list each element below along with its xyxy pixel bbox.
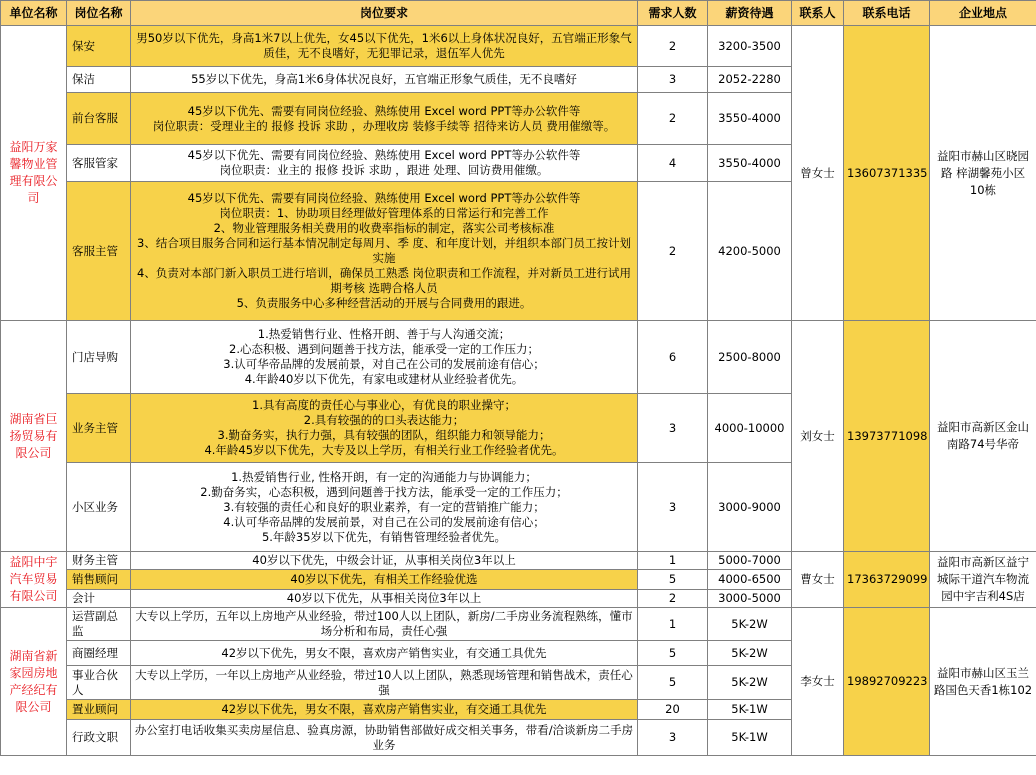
salary: 2500-8000: [708, 321, 792, 394]
requirement-line: 1.具有高度的责任心与事业心，有优良的职业操守；: [252, 398, 516, 412]
position-title: 客服主管: [67, 182, 131, 321]
requirement-line: 5、负责服务中心多种经营活动的开展与合同费用的跟进。: [236, 296, 532, 310]
requirement-line: 45岁以下优先、需要有同岗位经验、熟练使用 Excel word PPT等办公软件等: [187, 191, 581, 205]
salary: 5000-7000: [708, 552, 792, 570]
table-row: [1, 552, 1036, 570]
position-title: 事业合伙人: [67, 666, 131, 700]
requirement-line: 1.热爱销售行业, 性格开朗，有一定的沟通能力与协调能力；: [231, 469, 537, 484]
requirement-line: 男50岁以下优先，身高1米7以上优先，女45以下优先，1米6以上身体状况良好，五官端正形象气质佳，无不良嗜好，无犯罪记录，退伍军人优先: [136, 31, 632, 60]
position-requirements: [131, 666, 638, 700]
requirement-line: 4.年龄45岁以下优先，大专及以上学历，有相关行业工作经验者优先。: [204, 443, 564, 457]
position-title: 业务主管: [67, 394, 131, 463]
company-name: 益阳中宇汽车贸易有限公司: [1, 552, 67, 608]
requirement-line: 3、结合项目服务合同和运行基本情况制定每周月、季 度、和年度计划，并组织本部门员工按计划实施: [137, 236, 631, 265]
headcount: 5: [638, 666, 708, 700]
position-requirements: [131, 463, 638, 552]
requirement-line: 40岁以下优先，有相关工作经验优选: [290, 572, 478, 586]
position-requirements: [131, 720, 638, 756]
requirement-line: 岗位职责：业主的 报修 投诉 求助 ，跟进 处理、回访费用催缴。: [219, 163, 549, 177]
salary: 4000-10000: [708, 394, 792, 463]
headcount: 5: [638, 641, 708, 666]
requirement-line: 3.有较强的责任心和良好的职业素养，有一定的营销推广能力；: [223, 499, 545, 514]
requirement-line: 45岁以下优先、需要有同岗位经验、熟练使用 Excel word PPT等办公软件等: [187, 103, 581, 118]
salary: 3000-5000: [708, 590, 792, 608]
headcount: 20: [638, 700, 708, 720]
header-company: 单位名称: [1, 1, 67, 26]
position-title: 运营副总监: [67, 608, 131, 641]
position-title: 保洁: [67, 67, 131, 93]
requirement-line: 55岁以下优先，身高1米6身体状况良好，五官端正形象气质佳，无不良嗜好: [191, 72, 577, 86]
salary: 5K-2W: [708, 608, 792, 641]
requirement-line: 1.热爱销售行业、性格开朗、善于与人沟通交流；: [257, 327, 511, 341]
position-title: 客服管家: [67, 145, 131, 182]
requirement-line: 3.认可华帝品牌的发展前景，对自己在公司的发展前途有信心；: [223, 357, 545, 371]
headcount: 2: [638, 182, 708, 321]
header-address: 企业地点: [930, 1, 1036, 26]
salary: 3200-3500: [708, 26, 792, 67]
contact-phone: 13607371335: [844, 26, 930, 321]
position-requirements: [131, 552, 638, 570]
company-address: 益阳市赫山区玉兰路国色天香1栋102: [930, 608, 1036, 756]
header-requirements: 岗位要求: [131, 1, 638, 26]
position-requirements: [131, 93, 638, 145]
position-title: 前台客服: [67, 93, 131, 145]
requirement-line: 3.勤奋务实，执行力强，具有较强的团队，组织能力和领导能力；: [217, 428, 551, 442]
headcount: 5: [638, 570, 708, 590]
requirement-line: 40岁以下优先，中级会计证，从事相关岗位3年以上: [252, 553, 516, 567]
company-address: 益阳市高新区金山南路74号华帝: [930, 321, 1036, 552]
requirement-line: 5.年龄35岁以下优先，有销售管理经验者优先。: [261, 529, 507, 544]
headcount: 2: [638, 590, 708, 608]
headcount: 4: [638, 145, 708, 182]
headcount: 3: [638, 67, 708, 93]
company-name: 益阳万家馨物业管理有限公司: [1, 26, 67, 321]
position-requirements: [131, 145, 638, 182]
requirement-line: 42岁以下优先，男女不限，喜欢房产销售实业，有交通工具优先: [221, 645, 547, 660]
position-title: 置业顾问: [67, 700, 131, 720]
position-requirements: [131, 321, 638, 394]
header-position: 岗位名称: [67, 1, 131, 26]
position-requirements: [131, 67, 638, 93]
position-title: 保安: [67, 26, 131, 67]
position-title: 小区业务: [67, 463, 131, 552]
requirement-line: 2.心态积极、遇到问题善于找方法，能承受一定的工作压力；: [229, 342, 539, 356]
position-requirements: [131, 570, 638, 590]
company-address: 益阳市赫山区晓园路 梓湖馨苑小区 10栋: [930, 26, 1036, 321]
contact-phone: 17363729099: [844, 552, 930, 608]
requirement-line: 岗位职责：1、协助项目经理做好管理体系的日常运行和完善工作: [219, 206, 549, 220]
requirement-line: 40岁以下优先，从事相关岗位3年以上: [286, 591, 482, 605]
requirement-line: 4、负责对本部门新入职员工进行培训，确保员工熟悉 岗位职责和工作流程，并对新员工进行试用期考核 选聘合格人员: [137, 266, 631, 295]
requirement-line: 4.认可华帝品牌的发展前景，对自己在公司的发展前途有信心；: [223, 514, 545, 529]
salary: 5K-2W: [708, 641, 792, 666]
contact-person: 曾女士: [792, 26, 844, 321]
salary: 5K-1W: [708, 720, 792, 756]
headcount: 1: [638, 608, 708, 641]
requirement-line: 办公室打电话收集买卖房屋信息、验真房源，协助销售部做好成交相关事务，带看/洽谈新房二手房业务: [134, 722, 634, 752]
headcount: 6: [638, 321, 708, 394]
salary: 3550-4000: [708, 145, 792, 182]
company-name: 湖南省巨扬贸易有限公司: [1, 321, 67, 552]
salary: 4000-6500: [708, 570, 792, 590]
table-row: [1, 26, 1036, 67]
requirement-line: 大专以上学历，五年以上房地产从业经验，带过100人以上团队，新房/二手房业务流程熟练，懂市场分析和布局，责任心强: [135, 609, 633, 638]
salary: 5K-2W: [708, 666, 792, 700]
salary: 4200-5000: [708, 182, 792, 321]
requirement-line: 大专以上学历，一年以上房地产从业经验，带过10人以上团队，熟悉现场管理和销售战术，责任心强: [135, 667, 633, 697]
table-row: [1, 608, 1036, 641]
headcount: 3: [638, 720, 708, 756]
position-requirements: [131, 608, 638, 641]
header-count: 需求人数: [638, 1, 708, 26]
position-title: 销售顾问: [67, 570, 131, 590]
headcount: 2: [638, 93, 708, 145]
headcount: 3: [638, 463, 708, 552]
position-requirements: [131, 182, 638, 321]
salary: 3000-9000: [708, 463, 792, 552]
requirement-line: 2.具有较强的的口头表达能力；: [303, 413, 465, 427]
position-title: 门店导购: [67, 321, 131, 394]
position-title: 会计: [67, 590, 131, 608]
salary: 5K-1W: [708, 700, 792, 720]
company-name: 湖南省新家园房地产经纪有限公司: [1, 608, 67, 756]
salary: 2052-2280: [708, 67, 792, 93]
header-row: [1, 1, 1036, 26]
salary: 3550-4000: [708, 93, 792, 145]
requirement-line: 2.勤奋务实，心态积极，遇到问题善于找方法，能承受一定的工作压力；: [200, 484, 568, 499]
job-table-body: [1, 26, 1036, 756]
headcount: 2: [638, 26, 708, 67]
headcount: 1: [638, 552, 708, 570]
requirement-line: 岗位职责：受理业主的 报修 投诉 求助 ，办理收房 装修手续等 招待来访人员 费用催缴等。: [152, 118, 616, 133]
position-requirements: [131, 590, 638, 608]
table-row: [1, 321, 1036, 394]
contact-person: 刘女士: [792, 321, 844, 552]
requirement-line: 45岁以下优先、需要有同岗位经验、熟练使用 Excel word PPT等办公软件等: [187, 148, 581, 162]
requirement-line: 4.年龄40岁以下优先，有家电或建材从业经验者优先。: [244, 372, 524, 386]
contact-phone: 13973771098: [844, 321, 930, 552]
headcount: 3: [638, 394, 708, 463]
header-phone: 联系电话: [844, 1, 930, 26]
requirement-line: 2、物业管理服务相关费用的收费率指标的制定，落实公司考核标准: [213, 221, 555, 235]
contact-person: 李女士: [792, 608, 844, 756]
position-title: 财务主管: [67, 552, 131, 570]
contact-phone: 19892709223: [844, 608, 930, 756]
header-contact: 联系人: [792, 1, 844, 26]
position-title: 商圈经理: [67, 641, 131, 666]
position-requirements: [131, 394, 638, 463]
requirement-line: 42岁以下优先，男女不限，喜欢房产销售实业，有交通工具优先: [221, 702, 547, 716]
header-salary: 薪资待遇: [708, 1, 792, 26]
company-address: 益阳市高新区益宁城际干道汽车物流园中宇吉利4S店: [930, 552, 1036, 608]
position-requirements: [131, 26, 638, 67]
position-title: 行政文职: [67, 720, 131, 756]
position-requirements: [131, 641, 638, 666]
position-requirements: [131, 700, 638, 720]
contact-person: 曹女士: [792, 552, 844, 608]
